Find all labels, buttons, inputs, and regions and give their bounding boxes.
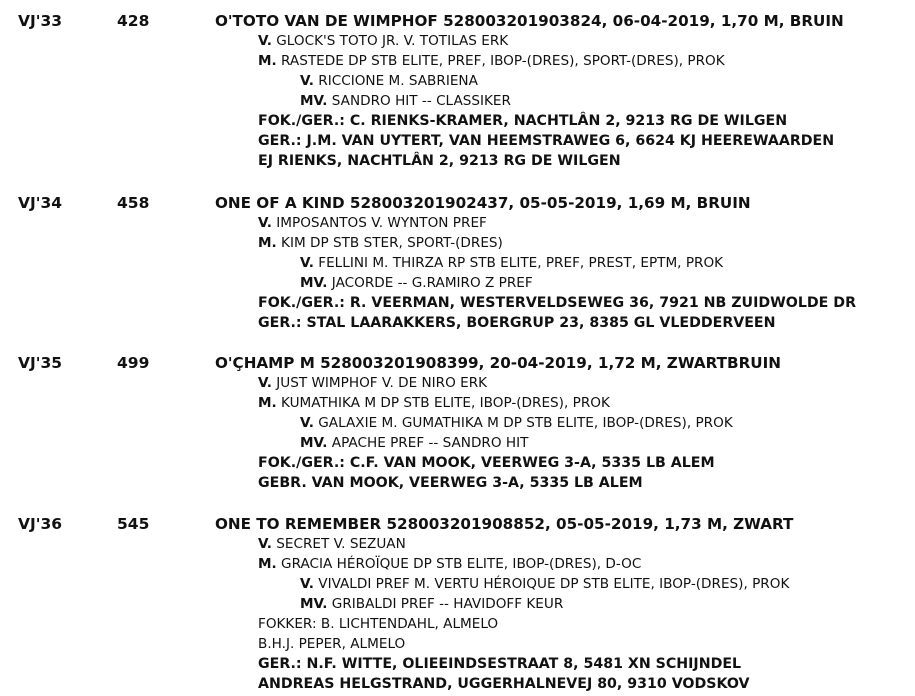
sire-value: SECRET V. SEZUAN — [276, 536, 406, 552]
entry-title: ONE TO REMEMBER 528003201908852, 05-05-2019, 1,73 M, ZWART — [215, 515, 794, 533]
dam-sire-value: VIVALDI PREF M. VERTU HÉROIQUE DP STB ELITE, IBOP-(DRES), PROK — [318, 576, 790, 592]
entry-category: VJ'33 — [18, 12, 63, 30]
dam-sire-value: GALAXIE M. GUMATHIKA M DP STB ELITE, IBOP-(DRES), PROK — [318, 415, 733, 431]
dam-value: KIM DP STB STER, SPORT-(DRES) — [281, 235, 503, 251]
dam-sire-line — [300, 574, 789, 594]
sire-line — [258, 373, 487, 393]
breeder-line — [258, 453, 715, 473]
sire-line — [258, 213, 487, 233]
dam-sire-label: V. — [300, 255, 314, 271]
owner-line: ANDREAS HELGSTRAND, UGGERHALNEVEJ 80, 9310 VODSKOV — [258, 676, 750, 692]
dam-sire-value: RICCIONE M. SABRIENA — [318, 73, 478, 89]
owner-line: GEBR. VAN MOOK, VEERWEG 3-A, 5335 LB ALEM — [258, 475, 643, 491]
dam-line — [258, 393, 610, 413]
entry-category: VJ'34 — [18, 194, 63, 212]
entry-number: 545 — [117, 515, 150, 533]
dam-line — [258, 233, 503, 253]
entry-title: O'ÇHAMP M 528003201908399, 20-04-2019, 1,72 M, ZWARTBRUIN — [215, 354, 781, 372]
entry-title: O'TOTO VAN DE WIMPHOF 528003201903824, 06-04-2019, 1,70 M, BRUIN — [215, 12, 844, 30]
sire-label: V. — [258, 33, 272, 49]
entry-category: VJ'36 — [18, 515, 63, 533]
entry-number: 428 — [117, 12, 150, 30]
owner-line: GER.: N.F. WITTE, OLIEEINDSESTRAAT 8, 5481 XN SCHIJNDEL — [258, 656, 742, 672]
entry-number: 458 — [117, 194, 150, 212]
breeder-line — [258, 293, 856, 313]
sire-value: JUST WIMPHOF V. DE NIRO ERK — [276, 375, 488, 391]
mv-line — [300, 91, 511, 111]
breeder-value: R. VEERMAN, WESTERVELDSEWEG 36, 7921 NB ZUIDWOLDE DR — [349, 295, 856, 311]
mv-value: APACHE PREF -- SANDRO HIT — [331, 435, 529, 451]
dam-label: M. — [258, 53, 277, 69]
breeder-label: FOK./GER.: — [258, 295, 345, 311]
dam-label: M. — [258, 235, 277, 251]
dam-value: RASTEDE DP STB ELITE, PREF, IBOP-(DRES), SPORT-(DRES), PROK — [281, 53, 725, 69]
fokker-line: B.H.J. PEPER, ALMELO — [258, 636, 406, 652]
mv-line — [300, 433, 528, 453]
dam-sire-label: V. — [300, 415, 314, 431]
breeder-value: C. RIENKS-KRAMER, NACHTLÂN 2, 9213 RG DE WILGEN — [349, 113, 788, 129]
dam-sire-label: V. — [300, 576, 314, 592]
breeder-value: C.F. VAN MOOK, VEERWEG 3-A, 5335 LB ALEM — [349, 455, 715, 471]
dam-sire-line — [300, 71, 478, 91]
owner-line: GER.: J.M. VAN UYTERT, VAN HEEMSTRAWEG 6, 6624 KJ HEEREWAARDEN — [258, 133, 835, 149]
mv-value: SANDRO HIT -- CLASSIKER — [331, 93, 511, 109]
dam-value: KUMATHIKA M DP STB ELITE, IBOP-(DRES), PROK — [281, 395, 610, 411]
sire-label: V. — [258, 536, 272, 552]
owner-line: GER.: STAL LAARAKKERS, BOERGRUP 23, 8385 GL VLEDDERVEEN — [258, 315, 776, 331]
mv-line — [300, 594, 563, 614]
dam-line — [258, 554, 641, 574]
dam-line — [258, 51, 725, 71]
mv-label: MV. — [300, 275, 328, 291]
mv-value: JACORDE -- G.RAMIRO Z PREF — [331, 275, 533, 291]
dam-sire-value: FELLINI M. THIRZA RP STB ELITE, PREF, PREST, EPTM, PROK — [318, 255, 724, 271]
sire-value: IMPOSANTOS V. WYNTON PREF — [276, 215, 487, 231]
dam-label: M. — [258, 395, 277, 411]
dam-sire-line — [300, 253, 723, 273]
sire-line — [258, 534, 406, 554]
fokker-line: FOKKER: B. LICHTENDAHL, ALMELO — [258, 616, 499, 632]
sire-line — [258, 31, 508, 51]
breeder-label: FOK./GER.: — [258, 113, 345, 129]
dam-label: M. — [258, 556, 277, 572]
owner-line: EJ RIENKS, NACHTLÂN 2, 9213 RG DE WILGEN — [258, 153, 621, 169]
mv-value: GRIBALDI PREF -- HAVIDOFF KEUR — [331, 596, 564, 612]
entry-category: VJ'35 — [18, 354, 63, 372]
mv-label: MV. — [300, 596, 328, 612]
breeder-label: FOK./GER.: — [258, 455, 345, 471]
sire-label: V. — [258, 375, 272, 391]
entry-title: ONE OF A KIND 528003201902437, 05-05-2019, 1,69 M, BRUIN — [215, 194, 751, 212]
dam-sire-line — [300, 413, 733, 433]
breeder-line — [258, 111, 787, 131]
mv-label: MV. — [300, 93, 328, 109]
dam-sire-label: V. — [300, 73, 314, 89]
sire-value: GLOCK'S TOTO JR. V. TOTILAS ERK — [276, 33, 509, 49]
mv-line — [300, 273, 533, 293]
entry-number: 499 — [117, 354, 150, 372]
dam-value: GRACIA HÉROÏQUE DP STB ELITE, IBOP-(DRES), D-OC — [281, 556, 642, 572]
sire-label: V. — [258, 215, 272, 231]
mv-label: MV. — [300, 435, 328, 451]
